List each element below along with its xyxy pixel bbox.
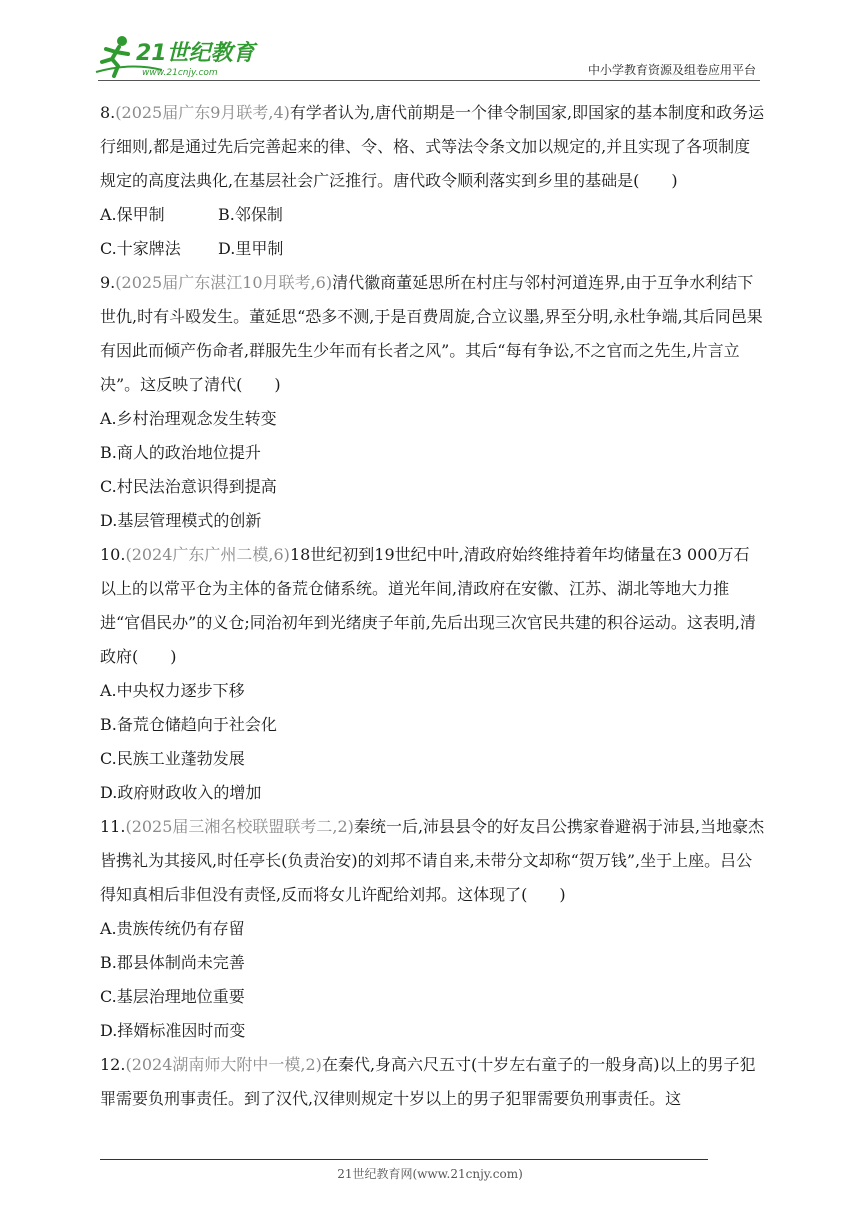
question-10 [100, 538, 765, 810]
question-text: 清代徽商董延思所在村庄与邻村河道连界,由于互争水利结下世仇,时有斗殴发生。董延思“恐多不测,于是百费周旋,合立议墨,界至分明,永杜争端,其后同邑果有因此而倾产伤命者,群服先生少年而有长者之风”。其后“每有争讼,不之官而之先生,片言立决”。这反映了清代( ) [100, 273, 763, 394]
question-number: 8. [100, 103, 116, 122]
option-d[interactable]: D.基层管理模式的创新 [100, 511, 262, 530]
option-c[interactable]: C.基层治理地位重要 [100, 987, 245, 1006]
question-12 [100, 1048, 765, 1116]
question-text: 在秦代,身高六尺五寸(十岁左右童子的一般身高)以上的男子犯罪需要负刑事责任。到了汉代,汉律则规定十岁以上的男子犯罪需要负刑事责任。这 [100, 1055, 756, 1108]
question-text: 秦统一后,沛县县令的好友吕公携家眷避祸于沛县,当地豪杰皆携礼为其接风,时任亭长(负责治安)的刘邦不请自来,未带分文却称“贺万钱”,坐于上座。吕公得知真相后非但没有责怪,反而将女儿许配给刘邦。这体现了( ) [100, 817, 765, 904]
question-source: (2024广东广州二模,6) [125, 545, 290, 564]
question-source: (2025届三湘名校联盟联考二,2) [125, 817, 354, 836]
site-logo[interactable] [92, 32, 262, 80]
option-c[interactable]: C.民族工业蓬勃发展 [100, 749, 245, 768]
option-b[interactable]: B.邻保制 [218, 205, 283, 224]
option-row [100, 232, 765, 266]
question-stem [100, 1048, 765, 1116]
question-stem [100, 96, 765, 198]
option-d[interactable]: D.政府财政收入的增加 [100, 783, 262, 802]
option-b[interactable]: B.备荒仓储趋向于社会化 [100, 715, 277, 734]
page-footer[interactable]: 21世纪教育网(www.21cnjy.com) [337, 1167, 523, 1181]
header-platform-name: 中小学教育资源及组卷应用平台 [587, 63, 756, 77]
question-stem [100, 810, 765, 912]
question-text: 有学者认为,唐代前期是一个律令制国家,即国家的基本制度和政务运行细则,都是通过先后完善起来的律、令、格、式等法令条文加以规定的,并且实现了各项制度规定的高度法典化,在基层社会广泛推行。唐代政令顺利落实到乡里的基础是( ) [100, 103, 765, 190]
question-source: (2025届广东9月联考,4) [115, 103, 290, 122]
question-list [100, 96, 765, 1116]
option-b[interactable]: B.商人的政治地位提升 [100, 443, 261, 462]
question-9 [100, 266, 765, 538]
question-text: 18世纪初到19世纪中叶,清政府始终维持着年均储量在3 000万石以上的以常平仓为主体的备荒仓储系统。道光年间,清政府在安徽、江苏、湖北等地大力推进“官倡民办”的义仓;同治初年到光绪庚子年前,先后出现三次官民共建的积谷运动。这表明,清政府( ) [100, 545, 756, 666]
question-number: 9. [100, 273, 116, 292]
question-stem [100, 266, 765, 402]
footer-divider [100, 1159, 708, 1160]
option-a[interactable]: A.乡村治理观念发生转变 [100, 409, 277, 428]
question-8 [100, 96, 765, 266]
page-header [0, 0, 860, 90]
option-a[interactable]: A.保甲制 [100, 205, 165, 224]
option-d[interactable]: D.里甲制 [218, 239, 284, 258]
logo-url: www.21cnjy.com [142, 68, 218, 78]
question-source: (2024湖南师大附中一模,2) [125, 1055, 322, 1074]
question-source: (2025届广东湛江10月联考,6) [115, 273, 333, 292]
question-number: 12. [100, 1055, 126, 1074]
logo-text: 21世纪教育 [136, 41, 255, 66]
header-divider [98, 80, 760, 81]
question-11 [100, 810, 765, 1048]
question-number: 10. [100, 545, 126, 564]
runner-logo-icon [92, 32, 262, 80]
option-a[interactable]: A.贵族传统仍有存留 [100, 919, 245, 938]
option-d[interactable]: D.择婿标准因时而变 [100, 1021, 246, 1040]
option-c[interactable]: C.村民法治意识得到提高 [100, 477, 277, 496]
option-row [100, 198, 765, 232]
option-a[interactable]: A.中央权力逐步下移 [100, 681, 245, 700]
option-b[interactable]: B.郡县体制尚未完善 [100, 953, 245, 972]
option-c[interactable]: C.十家牌法 [100, 239, 181, 258]
question-stem [100, 538, 765, 674]
question-number: 11. [100, 817, 126, 836]
